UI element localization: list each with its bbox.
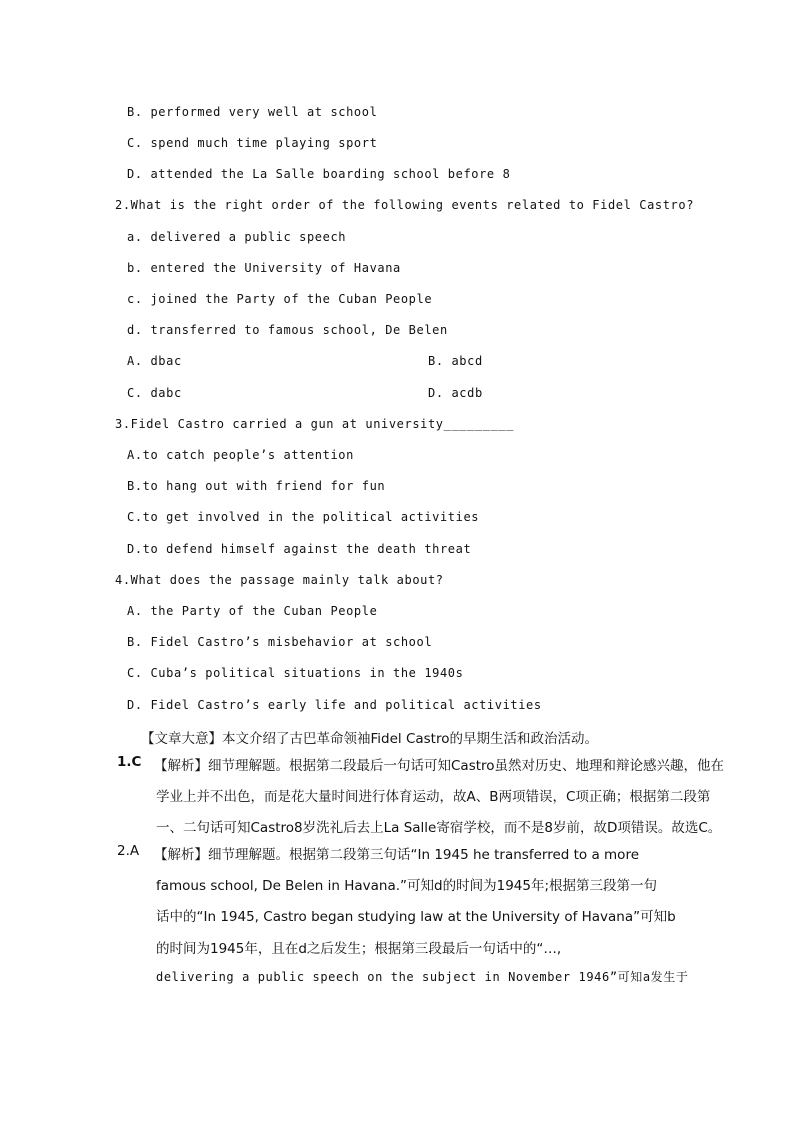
q2-event-d: d. transferred to famous school, De Belen: [127, 323, 448, 337]
q2-event-c: c. joined the Party of the Cuban People: [127, 292, 433, 306]
q3-stem: 3.Fidel Castro carried a gun at university_________: [115, 417, 515, 431]
q3-option-a: A.to catch people’s attention: [127, 448, 354, 462]
q1-option-b: B. performed very well at school: [127, 105, 378, 119]
q2-event-b: b. entered the University of Havana: [127, 261, 401, 275]
answer-2-line-2: famous school, De Belen in Havana.”可知d的时间为1945年;根据第三段第一句: [156, 878, 658, 894]
q3-option-d: D.to defend himself against the death threat: [127, 542, 472, 556]
q4-option-b: B. Fidel Castro’s misbehavior at school: [127, 635, 433, 649]
q1-option-c: C. spend much time playing sport: [127, 136, 378, 150]
q2-option-b: B. abcd: [428, 354, 483, 368]
answer-2-line-3: 话中的“In 1945, Castro began studying law at the University of Havana”可知b: [156, 909, 676, 925]
answer-1-number: 1.C: [117, 754, 142, 770]
q2-option-a: A. dbac: [127, 354, 182, 368]
answer-1-line-2: 学业上并不出色，而是花大量时间进行体育运动，故A、B两项错误，C项正确；根据第二段第: [156, 789, 711, 805]
q1-option-d: D. attended the La Salle boarding school before 8: [127, 167, 511, 181]
answer-1-line-1: 【解析】细节理解题。根据第二段最后一句话可知Castro虽然对历史、地理和辩论感兴趣，他在: [154, 758, 725, 774]
q4-option-a: A. the Party of the Cuban People: [127, 604, 378, 618]
q4-stem: 4.What does the passage mainly talk about?: [115, 573, 444, 587]
q4-option-d: D. Fidel Castro’s early life and political activities: [127, 698, 542, 712]
q4-option-c: C. Cuba’s political situations in the 1940s: [127, 666, 464, 680]
q2-event-a: a. delivered a public speech: [127, 230, 347, 244]
answer-2-line-4: 的时间为1945年，且在d之后发生；根据第三段最后一句话中的“…,: [156, 941, 562, 957]
q2-stem: 2.What is the right order of the following events related to Fidel Castro?: [115, 198, 695, 212]
answer-2-line-1: 【解析】细节理解题。根据第二段第三句话“In 1945 he transferred to a more: [154, 847, 639, 863]
q3-option-b: B.to hang out with friend for fun: [127, 479, 386, 493]
article-summary: 【文章大意】本文介绍了古巴革命领袖Fidel Castro的早期生活和政治活动。: [141, 731, 598, 747]
q2-option-c: C. dabc: [127, 386, 182, 400]
q3-option-c: C.to get involved in the political activities: [127, 510, 480, 524]
answer-2-line-5: delivering a public speech on the subject in November 1946”可知a发生于: [156, 970, 689, 984]
answer-1-line-3: 一、二句话可知Castro8岁洗礼后去上La Salle寄宿学校，而不是8岁前，故D项错误。故选C。: [156, 820, 722, 836]
answer-2-number: 2.A: [117, 843, 140, 859]
q2-option-d: D. acdb: [428, 386, 483, 400]
